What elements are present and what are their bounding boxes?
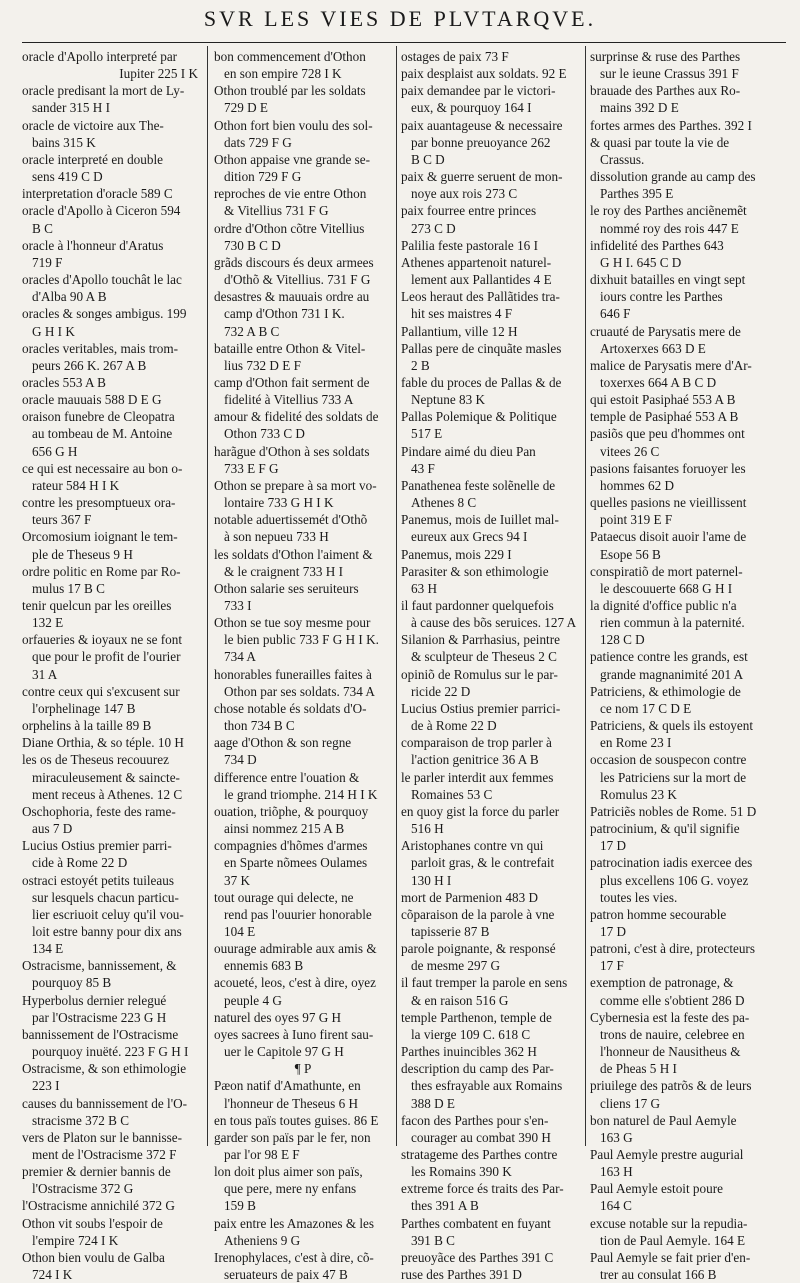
column-divider <box>585 46 586 1146</box>
index-entry-line: Paul Aemyle estoit poure <box>590 1181 723 1197</box>
index-entry-line: 159 B <box>224 1198 256 1214</box>
index-entry-line: trons de nauire, celebree en <box>600 1026 745 1042</box>
index-entry-line: 134 E <box>32 941 64 957</box>
index-entry-line: cruauté de Parysatis mere de <box>590 323 741 339</box>
index-entry-line: hommes 62 D <box>600 477 674 493</box>
index-entry-line: le descouuerte 668 G H I <box>600 580 733 596</box>
index-entry-line: bains 315 K <box>32 134 96 150</box>
index-entry-line: ce qui est necessaire au bon o- <box>22 460 183 476</box>
index-entry-line: vers de Platon sur le bannisse- <box>22 1129 183 1145</box>
index-entry-line: priuilege des patrõs & de leurs <box>590 1078 752 1094</box>
index-entry-line: Parasiter & son ethimologie <box>401 563 549 579</box>
index-entry-line: le parler interdit aux femmes <box>401 769 554 785</box>
index-entry-line: notable aduertissemét d'Othõ <box>214 512 368 528</box>
index-entry-line: Lucius Ostius premier parrici- <box>401 700 561 716</box>
index-entry-line: tion de Paul Aemyle. 164 E <box>600 1232 746 1248</box>
index-entry-line: Cybernesia est la feste des pa- <box>590 1009 750 1025</box>
index-entry-line: de mesme 297 G <box>411 958 500 974</box>
index-entry-line: l'action genitrice 36 A B <box>411 752 539 768</box>
index-entry-line: 17 D <box>600 838 627 854</box>
index-entry-line: Athenes 8 C <box>411 495 477 511</box>
index-entry-line: sur lesquels chacun particu- <box>32 889 179 905</box>
index-entry-line: 656 G H <box>32 443 78 459</box>
index-entry-line: rien commun à la paternité. <box>600 615 745 631</box>
index-entry-line: Paul Aemyle se fait prier d'en- <box>590 1249 751 1265</box>
index-entry-line: naturel des oyes 97 G H <box>214 1009 342 1025</box>
index-entry-line: rend pas l'ouurier honorable <box>224 906 372 922</box>
index-entry-line: reproches de vie entre Othon <box>214 186 367 202</box>
index-entry-line: oraison funebre de Cleopatra <box>22 409 175 425</box>
index-entry-line: toutes les vies. <box>600 889 678 905</box>
index-entry-line: 734 A <box>224 649 256 665</box>
index-entry-line: l'honneur de Theseus 6 H <box>224 1095 358 1111</box>
index-entry-line: ce nom 17 C D E <box>600 700 692 716</box>
index-entry-line: causes du bannissement de l'O- <box>22 1095 187 1111</box>
index-entry-line: uer le Capitole 97 G H <box>224 1044 344 1060</box>
index-entry-line: Artoxerxes 663 D E <box>600 340 706 356</box>
index-entry-line: mort de Parmenion 483 D <box>401 889 538 905</box>
index-entry-line: compagnies d'hõmes d'armes <box>214 838 368 854</box>
index-entry-line: 17 F <box>600 958 624 974</box>
index-entry-line: honorables funerailles faites à <box>214 666 372 682</box>
index-entry-line: Esope 56 B <box>600 546 661 562</box>
index-entry-line: ordre d'Othon cõtre Vitellius <box>214 220 365 236</box>
index-entry-line: Othon troublé par les soldats <box>214 83 366 99</box>
index-entry-line: 104 E <box>224 923 256 939</box>
index-entry-line: oracle mauuais 588 D E G <box>22 392 162 408</box>
index-entry-line: sens 419 C D <box>32 169 103 185</box>
index-entry-line: iours contre les Parthes <box>600 289 723 305</box>
index-entry-line: cõparaison de la parole à vne <box>401 906 555 922</box>
index-entry-line: Pallas Polemique & Politique <box>401 409 557 425</box>
index-entry-line: courager au combat 390 H <box>411 1129 551 1145</box>
index-entry-line: pasions faisantes foruoyer les <box>590 460 746 476</box>
index-entry-line: en tous païs toutes guises. 86 E <box>214 1112 379 1128</box>
index-entry-line: brauade des Parthes aux Ro- <box>590 83 741 99</box>
index-entry-line: Othon vit soubs l'espoir de <box>22 1215 163 1231</box>
index-entry-line: ricide 22 D <box>411 683 471 699</box>
index-entry-line: à son nepueu 733 H <box>224 529 329 545</box>
index-entry-line: lement aux Pallantides 4 E <box>411 272 552 288</box>
index-entry-line: les os de Theseus recouurez <box>22 752 169 768</box>
index-entry-line: point 319 E F <box>600 512 673 528</box>
index-entry-line: 517 E <box>411 426 443 442</box>
index-entry-line: peuple 4 G <box>224 992 282 1008</box>
index-entry-line: 132 E <box>32 615 64 631</box>
index-entry-line: 733 I <box>224 598 252 613</box>
index-entry-line: stratageme des Parthes contre <box>401 1147 558 1162</box>
index-entry-line: cliens 17 G <box>600 1095 661 1111</box>
index-entry-line: Othon par ses soldats. 734 A <box>224 683 375 699</box>
index-entry-line: temple de Pasiphaé 553 A B <box>590 409 739 425</box>
index-entry-line: l'empire 724 I K <box>32 1232 119 1248</box>
index-entry-line: aage d'Othon & son regne <box>214 735 352 751</box>
index-entry-line: la vierge 109 C. 618 C <box>411 1026 531 1042</box>
index-entry-line: dixhuit batailles en vingt sept <box>590 272 746 288</box>
index-entry-line: 388 D E <box>411 1095 455 1111</box>
index-entry-line: fidelité à Vitellius 733 A <box>224 392 354 408</box>
index-entry-line: & Vitellius 731 F G <box>224 203 329 219</box>
index-entry-line: l'Ostracisme 372 G <box>32 1181 134 1197</box>
index-entry-line: camp d'Othon 731 I K. <box>224 306 345 322</box>
index-entry-line: peurs 266 K. 267 A B <box>32 357 147 373</box>
index-entry-line: Othon 733 C D <box>224 426 305 442</box>
index-entry-line: excuse notable sur la repudia- <box>590 1215 748 1231</box>
index-entry-line: 733 E F G <box>224 460 279 476</box>
index-column-1 <box>22 48 200 1283</box>
index-entry-line: 163 G <box>600 1129 633 1145</box>
index-entry-line: pasiõs que peu d'hommes ont <box>590 426 745 442</box>
index-entry-line: 646 F <box>600 306 631 322</box>
index-entry-line: Hyperbolus dernier relegué <box>22 992 167 1008</box>
index-entry-line: 719 F <box>32 254 63 270</box>
index-entry-line: & quasi par toute la vie de <box>590 134 730 150</box>
index-entry-line: bataille entre Othon & Vitel- <box>214 340 366 356</box>
header-rule <box>22 42 786 43</box>
index-entry-line: Irenophylaces, c'est à dire, cõ- <box>214 1249 374 1265</box>
index-entry-line: oracles 553 A B <box>22 374 106 390</box>
index-entry-line: 734 D <box>224 752 257 768</box>
index-entry-line: les soldats d'Othon l'aiment & <box>214 546 373 562</box>
index-entry-line: Othon fort bien voulu des sol- <box>214 117 373 133</box>
index-entry-line: l'orphelinage 147 B <box>32 700 136 716</box>
index-entry-line: Crassus. <box>600 151 645 167</box>
index-entry-line: quelles pasions ne vieillissent <box>590 495 747 511</box>
index-entry-line: oyes sacrees à Iuno firent sau- <box>214 1026 374 1042</box>
index-entry-line: oracle à l'honneur d'Aratus <box>22 237 164 253</box>
index-entry-line: G H I K <box>32 323 75 339</box>
index-entry-line: amour & fidelité des soldats de <box>214 409 379 425</box>
index-entry-line: lon doit plus aimer son païs, <box>214 1164 363 1180</box>
index-entry-line: oracle predisant la mort de Ly- <box>22 83 185 99</box>
index-entry-line: Pallantium, ville 12 H <box>401 323 518 339</box>
index-entry-line: Panemus, mois 229 I <box>401 546 512 562</box>
index-entry-line: dats 729 F G <box>224 134 292 150</box>
index-entry-line: de Pheas 5 H I <box>600 1061 677 1077</box>
index-entry-line: & sculpteur de Theseus 2 C <box>411 649 557 665</box>
index-entry-line: Romulus 23 K <box>600 786 677 802</box>
index-entry-line: au tombeau de M. Antoine <box>32 426 173 442</box>
index-entry-line: contre les presomptueux ora- <box>22 495 176 511</box>
index-entry-line: Patriciẽs nobles de Rome. 51 D <box>590 803 757 819</box>
index-entry-line: il faut tremper la parole en sens <box>401 975 568 991</box>
index-entry-line: 516 H <box>411 821 444 837</box>
index-entry-line: infidelité des Parthes 643 <box>590 237 724 253</box>
index-entry-line: Parthes combatent en fuyant <box>401 1215 551 1231</box>
index-entry-line: garder son païs par le fer, non <box>214 1129 371 1145</box>
index-entry-line: acoueté, leos, c'est à dire, oyez <box>214 975 377 991</box>
index-entry-line: orphelins à la taille 89 B <box>22 718 152 734</box>
index-entry-line: ple de Theseus 9 H <box>32 546 133 562</box>
index-entry-line: fable du proces de Pallas & de <box>401 374 562 390</box>
index-entry-line: ainsi nommez 215 A B <box>224 821 345 837</box>
index-entry-line: interpretation d'oracle 589 C <box>22 186 173 202</box>
index-entry-line: ¶ P <box>294 1061 312 1077</box>
index-entry-line: miraculeusement & saincte- <box>32 769 180 785</box>
index-entry-line: ostraci estoyét petits tuileaus <box>22 872 174 888</box>
index-entry-line: extreme force és traits des Par- <box>401 1181 564 1197</box>
index-entry-line: Pataecus disoit auoir l'ame de <box>590 529 747 545</box>
index-entry-line: ouurage admirable aux amis & <box>214 941 377 957</box>
index-entry-line: description du camp des Par- <box>401 1061 554 1077</box>
index-entry-line: 17 D <box>600 923 627 939</box>
index-entry-line: en son empire 728 I K <box>224 66 342 82</box>
index-entry-line: Oschophoria, feste des rame- <box>22 803 176 819</box>
index-entry-line: paix fourree entre princes <box>401 203 537 219</box>
index-entry-line: grande magnanimité 201 A <box>600 666 744 682</box>
index-entry-line: Orcomosium ioignant le tem- <box>22 529 178 545</box>
index-entry-line: 729 D E <box>224 100 268 116</box>
index-entry-line: patrocination iadis exercee des <box>590 855 753 871</box>
index-entry-line: occasion de souspecon contre <box>590 752 747 768</box>
index-entry-line: & en raison 516 G <box>411 992 509 1008</box>
index-entry-line: premier & dernier bannis de <box>22 1164 171 1180</box>
index-entry-line: de à Rome 22 D <box>411 718 497 734</box>
index-entry-line: bon naturel de Paul Aemyle <box>590 1112 737 1128</box>
index-entry-line: eureux aux Grecs 94 I <box>411 529 528 545</box>
index-entry-line: oracle d'Apollo à Ciceron 594 <box>22 203 181 219</box>
index-entry-line: 130 H I <box>411 872 452 888</box>
index-entry-line: temple Parthenon, temple de <box>401 1009 552 1025</box>
index-entry-line: que pour le profit de l'ourier <box>32 649 181 665</box>
index-entry-line: Palilia feste pastorale 16 I <box>401 237 538 253</box>
index-entry-line: tapisserie 87 B <box>411 923 490 939</box>
index-entry-line: 43 F <box>411 460 435 476</box>
index-entry-line: thes 391 A B <box>411 1198 479 1214</box>
index-entry-line: aus 7 D <box>32 821 73 837</box>
index-entry-line: mains 392 D E <box>600 100 679 116</box>
index-entry-line: 2 B <box>411 357 430 373</box>
index-entry-line: ordre politic en Rome par Ro- <box>22 563 181 579</box>
index-entry-line: exemption de patronage, & <box>590 975 734 991</box>
index-entry-line: hit ses maistres 4 F <box>411 306 513 322</box>
index-entry-line: rateur 584 H I K <box>32 477 120 493</box>
index-column-3 <box>401 48 581 1283</box>
index-entry-line: Panemus, mois de Iuillet mal- <box>401 512 559 528</box>
index-entry-line: patron homme secourable <box>590 906 727 922</box>
index-entry-line: la dignité d'office public n'a <box>590 598 737 613</box>
index-entry-line: paix demandee par le victori- <box>401 83 556 99</box>
index-entry-line: cide à Rome 22 D <box>32 855 128 871</box>
index-entry-line: G H I. 645 C D <box>600 254 682 270</box>
index-entry-line: oracle interpreté en double <box>22 151 163 167</box>
index-entry-line: sander 315 H I <box>32 100 111 116</box>
index-entry-line: patroni, c'est à dire, protecteurs <box>590 941 755 957</box>
index-entry-line: l'Ostracisme annichilé 372 G <box>22 1198 175 1214</box>
index-entry-line: conspiratiõ de mort paternel- <box>590 563 743 579</box>
index-entry-line: Romaines 53 C <box>411 786 493 802</box>
index-entry-line: camp d'Othon fait serment de <box>214 374 370 390</box>
index-entry-line: Panathenea feste solẽnelle de <box>401 477 556 493</box>
index-entry-line: en Rome 23 I <box>600 735 672 751</box>
index-entry-line: il faut pardonner quelquefois <box>401 598 554 613</box>
index-entry-line: 730 B C D <box>224 237 281 253</box>
running-header: SVR LES VIES DE PLVTARQVE. <box>203 6 597 31</box>
index-entry-line: 223 I <box>32 1078 60 1094</box>
index-entry-line: en quoy gist la force du parler <box>401 803 560 819</box>
index-entry-line: Iupiter 225 I K <box>119 66 198 82</box>
index-entry-line: par l'Ostracisme 223 G H <box>32 1009 167 1025</box>
index-entry-line: vitees 26 C <box>600 443 660 459</box>
index-entry-line: noye aux rois 273 C <box>411 186 518 202</box>
index-entry-line: Ostracisme, & son ethimologie <box>22 1061 187 1077</box>
index-entry-line: dition 729 F G <box>224 169 302 185</box>
index-entry-line: bannissement de l'Ostracisme <box>22 1026 179 1042</box>
index-entry-line: 31 A <box>32 666 58 682</box>
index-entry-line: B C <box>32 220 53 236</box>
index-entry-line: paix desplaist aux soldats. 92 E <box>401 66 567 82</box>
column-divider <box>396 46 397 1146</box>
index-entry-line: parloit gras, & le contrefait <box>411 855 555 871</box>
index-entry-line: lier escriuoit celuy qu'il vou- <box>32 906 184 922</box>
index-entry-line: paix auantageuse & necessaire <box>401 117 563 133</box>
index-entry-line: par l'or 98 E F <box>224 1147 300 1162</box>
index-entry-line: toxerxes 664 A B C D <box>600 374 717 390</box>
index-entry-line: Atheniens 9 G <box>224 1232 301 1248</box>
index-entry-line: à cause des bõs seruices. 127 A <box>411 615 577 631</box>
index-entry-line: oracles & songes ambigus. 199 <box>22 306 187 322</box>
index-entry-line: d'Othõ & Vitellius. 731 F G <box>224 272 371 288</box>
index-entry-line: Pallas pere de cinquãte masles <box>401 340 562 356</box>
index-entry-line: Othon se tue soy mesme pour <box>214 615 371 631</box>
index-entry-line: loit estre banny pour dix ans <box>32 923 182 939</box>
index-entry-line: thes esfrayable aux Romains <box>411 1078 563 1094</box>
index-entry-line: Ostracisme, bannissement, & <box>22 958 177 974</box>
index-entry-line: ennemis 683 B <box>224 958 304 974</box>
index-entry-line: ment de l'Ostracisme 372 F <box>32 1147 177 1162</box>
index-entry-line: parole poignante, & responsé <box>401 941 556 957</box>
index-entry-line: que pere, mere ny enfans <box>224 1181 357 1197</box>
index-entry-line: plus excellens 106 G. voyez <box>600 872 749 888</box>
index-entry-line: 391 B C <box>411 1232 455 1248</box>
index-entry-line: l'honneur de Nausitheus & <box>600 1044 741 1060</box>
index-entry-line: oracle de victoire aux The- <box>22 117 164 133</box>
index-entry-line: desastres & mauuais ordre au <box>214 289 370 305</box>
index-entry-line: qui estoit Pasiphaé 553 A B <box>590 392 736 408</box>
index-entry-line: Patriciens, & ethimologie de <box>590 683 741 699</box>
index-entry-line: Pæon natif d'Amathunte, en <box>214 1078 361 1094</box>
index-entry-line: patrocinium, & qu'il signifie <box>590 821 740 837</box>
index-entry-line: Aristophanes contre vn qui <box>401 838 544 854</box>
index-entry-line: Paul Aemyle prestre augurial <box>590 1147 744 1162</box>
index-entry-line: orfaueries & ioyaux ne se font <box>22 632 183 648</box>
index-entry-line: Parthes 395 E <box>600 186 674 202</box>
index-entry-line: oracle d'Apollo interpreté par <box>22 49 178 64</box>
index-entry-line: le roy des Parthes anciẽnemẽt <box>590 203 747 219</box>
index-entry-line: facon des Parthes pour s'en- <box>401 1112 549 1128</box>
index-entry-line: les Romains 390 K <box>411 1164 512 1180</box>
index-entry-line: Lucius Ostius premier parri- <box>22 838 172 854</box>
index-entry-line: Neptune 83 K <box>411 392 485 408</box>
index-entry-line: paix entre les Amazones & les <box>214 1215 375 1231</box>
index-entry-line: en Sparte nõmees Oulames <box>224 855 368 871</box>
index-entry-line: d'Alba 90 A B <box>32 289 107 305</box>
index-entry-line: 37 K <box>224 872 251 888</box>
index-entry-line: Parthes inuincibles 362 H <box>401 1044 537 1060</box>
index-entry-line: par bonne preuoyance 262 <box>411 134 551 150</box>
index-entry-line: chose notable és soldats d'O- <box>214 700 367 716</box>
index-entry-line: les Patriciens sur la mort de <box>600 769 747 785</box>
index-entry-line: 128 C D <box>600 632 645 648</box>
index-entry-line: 273 C D <box>411 220 456 236</box>
index-entry-line: B C D <box>411 151 445 167</box>
index-entry-line: thon 734 B C <box>224 718 295 734</box>
index-entry-line: 732 A B C <box>224 323 280 339</box>
index-entry-line: patience contre les grands, est <box>590 649 748 665</box>
index-column-2 <box>214 48 392 1283</box>
index-entry-line: Diane Orthia, & so téple. 10 H <box>22 735 184 751</box>
index-entry-line: surprinse & ruse des Parthes <box>590 49 741 64</box>
index-entry-line: ouation, triõphe, & pourquoy <box>214 803 369 819</box>
index-entry-line: bon commencement d'Othon <box>214 49 366 64</box>
index-entry-line: 724 I K <box>32 1267 73 1283</box>
index-entry-line: lontaire 733 G H I K <box>224 495 334 511</box>
index-entry-line: sur le ieune Crassus 391 F <box>600 66 739 82</box>
index-entry-line: Othon se prepare à sa mort vo- <box>214 477 377 493</box>
index-entry-line: nommé roy des rois 447 E <box>600 220 739 236</box>
index-entry-line: le bien public 733 F G H I K. <box>224 632 379 648</box>
index-entry-line: stracisme 372 B C <box>32 1112 130 1128</box>
index-entry-line: Othon bien voulu de Galba <box>22 1249 165 1265</box>
index-entry-line: Pindare aimé du dieu Pan <box>401 443 536 459</box>
index-entry-line: paix & guerre seruent de mon- <box>401 169 563 185</box>
index-entry-line: Patriciens, & quels ils estoyent <box>590 718 753 734</box>
index-entry-line: tout ourage qui delecte, ne <box>214 889 354 905</box>
index-entry-line: contre ceux qui s'excusent sur <box>22 683 180 699</box>
index-entry-line: ostages de paix 73 F <box>401 49 509 64</box>
index-entry-line: fortes armes des Parthes. 392 I <box>590 117 752 133</box>
index-entry-line: opiniõ de Romulus sur le par- <box>401 666 558 682</box>
index-entry-line: Othon appaise vne grande se- <box>214 151 370 167</box>
index-entry-line: le grand triomphe. 214 H I K <box>224 786 378 802</box>
index-entry-line: ruse des Parthes 391 D <box>401 1267 522 1283</box>
index-entry-line: oracles d'Apollo touchât le lac <box>22 272 182 288</box>
index-entry-line: ment receus à Athenes. 12 C <box>32 786 183 802</box>
index-entry-line: mulus 17 B C <box>32 580 105 596</box>
index-entry-line: Othon salarie ses seruiteurs <box>214 580 359 596</box>
index-entry-line: trer au consulat 166 B <box>600 1267 717 1283</box>
index-column-4 <box>590 48 774 1283</box>
index-entry-line: difference entre l'ouation & <box>214 769 360 785</box>
index-entry-line: comme elle s'obtient 286 D <box>600 992 745 1008</box>
index-entry-line: comparaison de trop parler à <box>401 735 552 751</box>
index-entry-line: oracles veritables, mais trom- <box>22 340 178 356</box>
index-entry-line: eux, & pourquoy 164 I <box>411 100 532 116</box>
index-entry-line: pourquoy inuëté. 223 F G H I <box>32 1044 189 1060</box>
index-entry-line: 163 H <box>600 1164 633 1180</box>
index-entry-line: malice de Parysatis mere d'Ar- <box>590 357 752 373</box>
index-entry-line: Silanion & Parrhasius, peintre <box>401 632 560 648</box>
index-entry-line: pourquoy 85 B <box>32 975 112 991</box>
index-entry-line: & le craignent 733 H I <box>224 563 344 579</box>
index-entry-line: tenir quelcun par les oreilles <box>22 598 172 613</box>
index-entry-line: preuoyãce des Parthes 391 C <box>401 1249 554 1265</box>
index-entry-line: 63 H <box>411 580 438 596</box>
index-entry-line: grãds discours és deux armees <box>214 254 374 270</box>
index-entry-line: teurs 367 F <box>32 512 92 528</box>
column-divider <box>207 46 208 1146</box>
index-entry-line: seruateurs de paix 47 B <box>224 1267 348 1283</box>
index-entry-line: Leos heraut des Pallãtides tra- <box>401 289 560 305</box>
index-entry-line: 164 C <box>600 1198 632 1214</box>
index-entry-line: lius 732 D E F <box>224 357 301 373</box>
index-entry-line: dissolution grande au camp des <box>590 169 756 185</box>
index-entry-line: Athenes appartenoit naturel- <box>401 254 552 270</box>
index-entry-line: harãgue d'Othon à ses soldats <box>214 443 370 459</box>
